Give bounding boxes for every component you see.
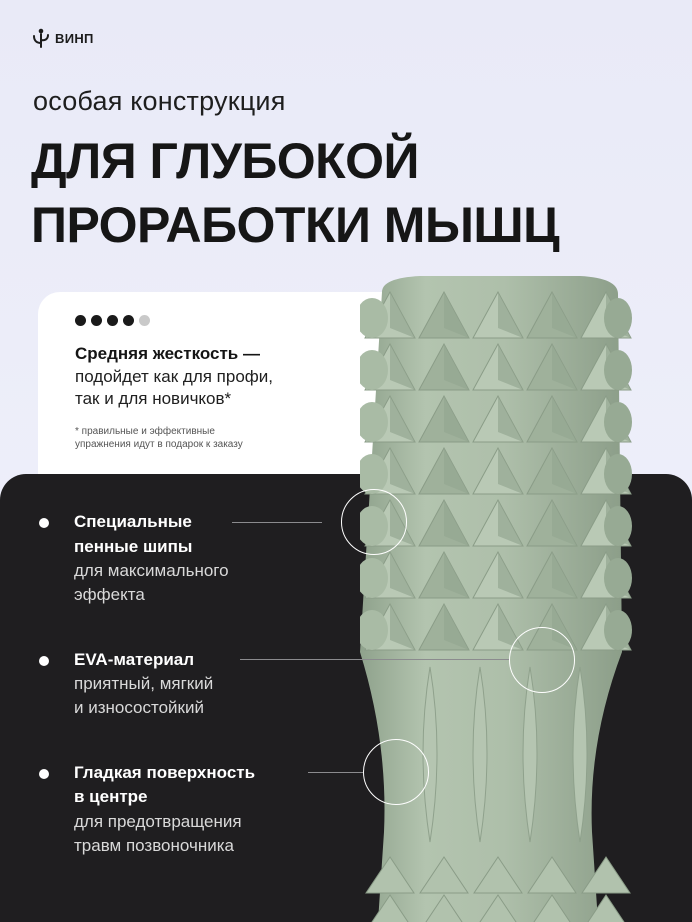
footnote-line1: * правильные и эффективные [75,426,215,437]
callout-circle [509,627,575,693]
roller-side-knob [604,402,632,442]
roller-side-knob [604,506,632,546]
brand-logo [32,28,94,48]
callout-circle [363,739,429,805]
footnote-line2: упражнения идут в подарок к заказу [75,439,243,450]
feature-bullet [39,518,49,528]
feature2-text-line1: приятный, мягкий [74,674,214,693]
stiffness-title: Средняя жесткость — [75,344,260,363]
stiffness-rating [75,315,150,326]
leaf-person-icon [32,28,50,48]
callout-circle [341,489,407,555]
stiffness-text-line2: так и для новичков* [75,389,232,408]
feature1-title-line1: Специальные [74,512,192,531]
callout-line [308,772,363,773]
feature3-title-line2: в центре [74,787,148,806]
rating-dot-empty [139,315,150,326]
brand-name: ВИНП [55,30,94,46]
feature-bullet [39,656,49,666]
roller-side-knob [604,558,632,598]
callout-line [240,659,510,660]
rating-dot-filled [75,315,86,326]
feature2-title: EVA-материал [74,650,195,669]
header-title-line2: ПРОРАБОТКИ МЫШЦ [31,197,560,253]
roller-side-knob [604,350,632,390]
roller-side-knob [604,454,632,494]
roller-side-knob [604,298,632,338]
stiffness-card [38,292,398,477]
rating-dot-filled [91,315,102,326]
feature1-text-line2: эффекта [74,585,145,604]
rating-dot-filled [107,315,118,326]
feature3-text-line2: травм позвоночника [74,836,234,855]
stiffness-text-line1: подойдет как для профи, [75,367,273,386]
roller-side-knob [604,610,632,650]
header-title-line1: ДЛЯ ГЛУБОКОЙ [31,133,419,189]
feature3-title-line1: Гладкая поверхность [74,763,256,782]
feature1-text-line1: для максимального [74,561,229,580]
feature3-text-line1: для предотвращения [74,812,242,831]
massage-roller-image [360,272,632,922]
feature2-text-line2: и износостойкий [74,698,204,717]
feature-bullet [39,769,49,779]
callout-line [232,522,322,523]
feature1-title-line2: пенные шипы [74,537,193,556]
header-subtitle: особая конструкция [33,86,286,116]
rating-dot-filled [123,315,134,326]
